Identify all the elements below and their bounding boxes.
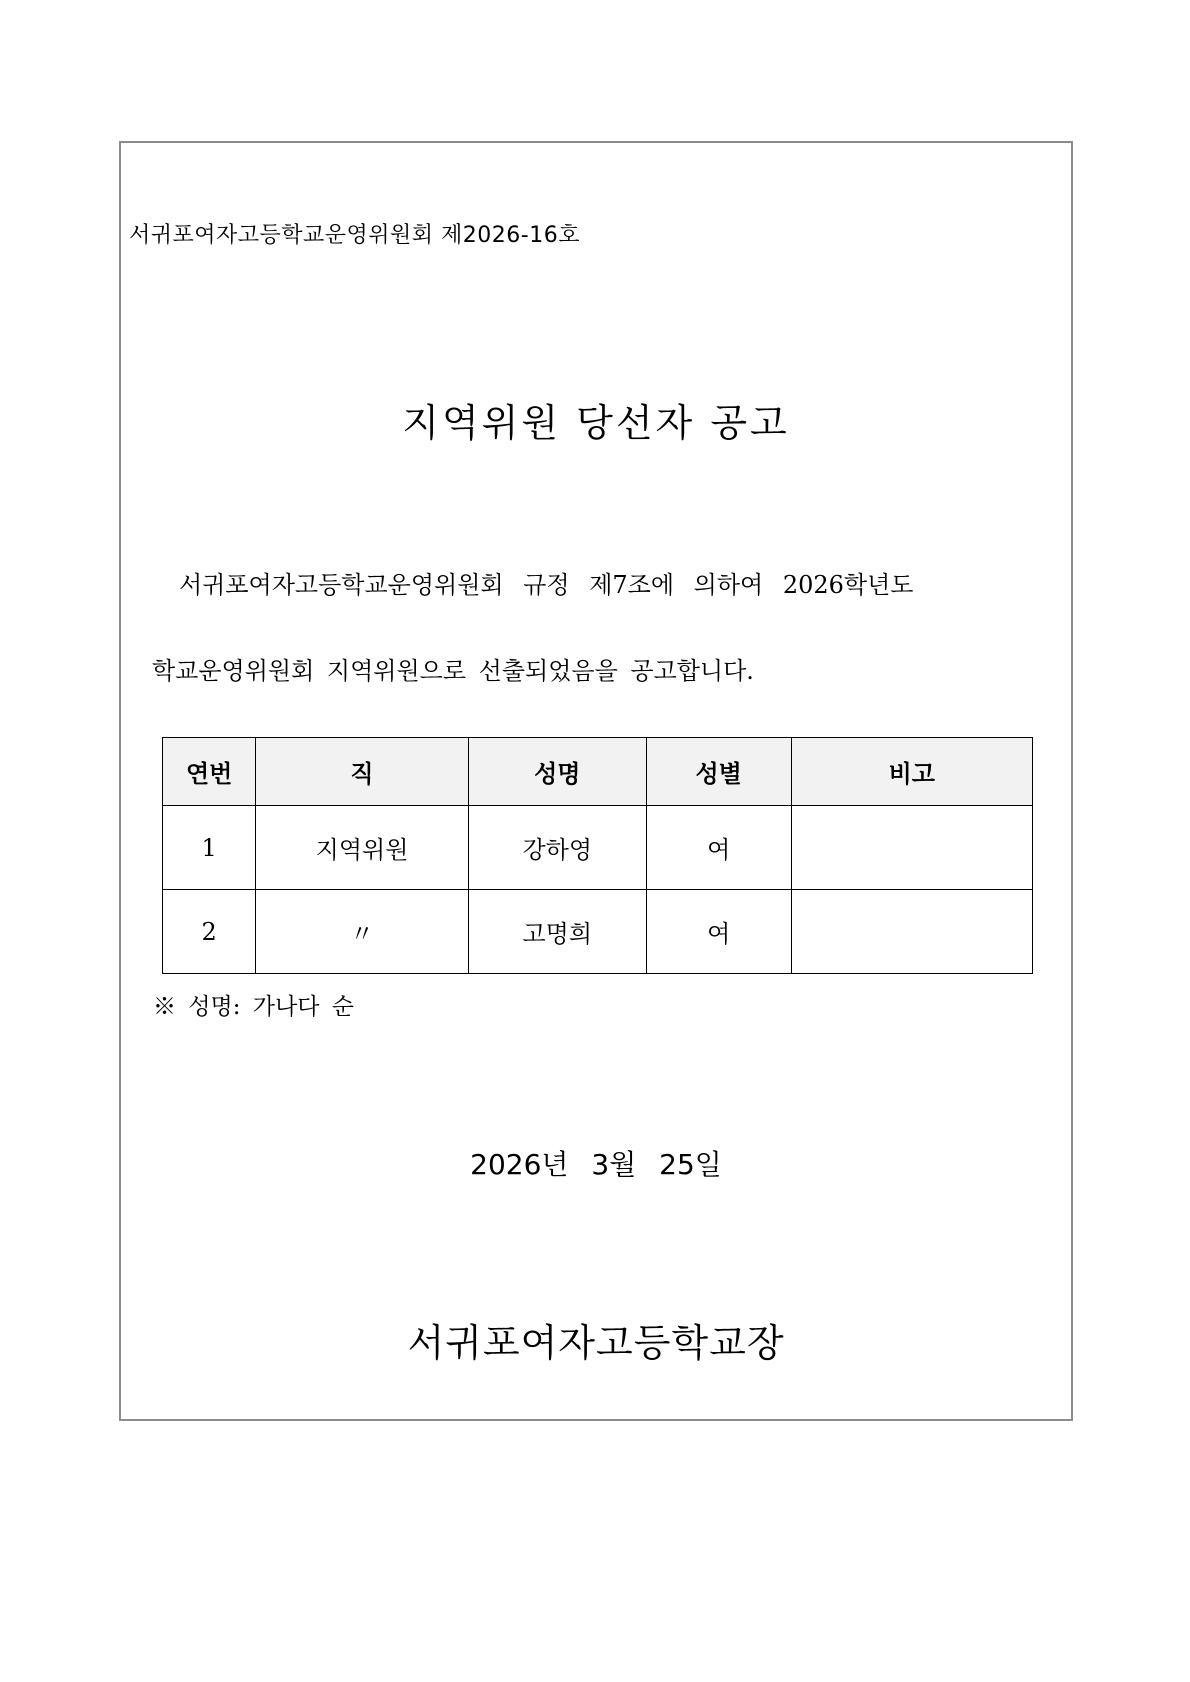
members-table: [162, 737, 1033, 974]
sort-note: ※ 성명: 가나다 순: [153, 994, 354, 1020]
announcement-date: 2026년 3월 25일: [470, 1148, 722, 1181]
page-title: 지역위원 당선자 공고: [402, 401, 790, 445]
cell-name: 강하영: [468, 806, 646, 890]
cell-gender: 여: [646, 890, 791, 974]
cell-position: 지역위원: [256, 806, 468, 890]
cell-serial: 1: [163, 806, 256, 890]
table-row: [163, 806, 1033, 890]
cell-remarks: [791, 890, 1032, 974]
table-row: [163, 890, 1033, 974]
cell-gender: 여: [646, 806, 791, 890]
cell-serial: 2: [163, 890, 256, 974]
header-position: 직: [256, 738, 468, 806]
body-text-line-2: 학교운영위원회 지역위원으로 선출되었음을 공고합니다.: [152, 657, 754, 685]
issuer-name: 서귀포여자고등학교장: [407, 1321, 785, 1365]
header-name: 성명: [468, 738, 646, 806]
cell-position: 〃: [256, 890, 468, 974]
table-header-row: [163, 738, 1033, 806]
header-serial: 연번: [163, 738, 256, 806]
body-text-line-1: 서귀포여자고등학교운영위원회 규정 제7조에 의하여 2026학년도: [179, 571, 914, 599]
document-number: 서귀포여자고등학교운영위원회 제2026-16호: [129, 223, 580, 248]
header-gender: 성별: [646, 738, 791, 806]
cell-remarks: [791, 806, 1032, 890]
cell-name: 고명희: [468, 890, 646, 974]
header-remarks: 비고: [791, 738, 1032, 806]
